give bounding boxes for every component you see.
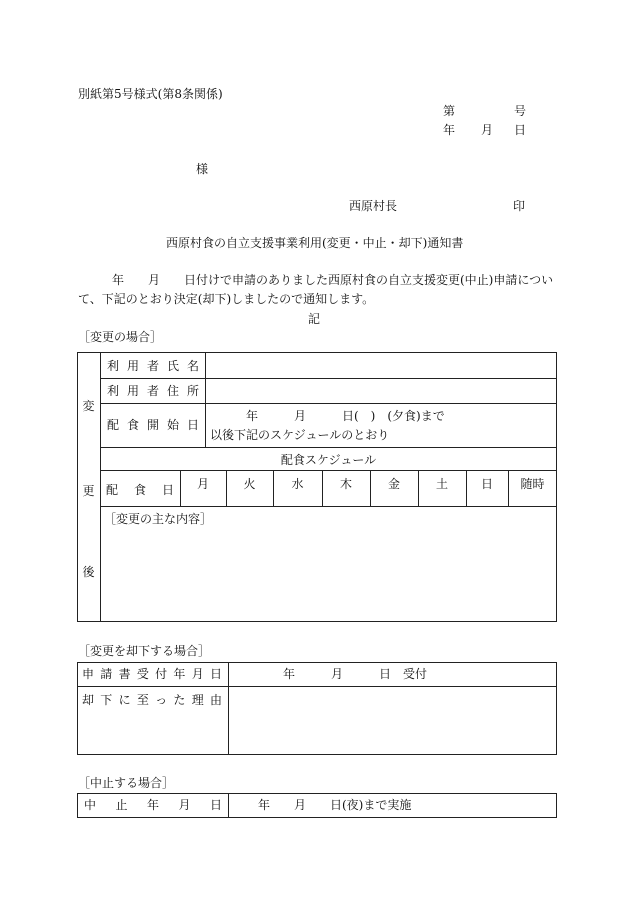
main-content-field[interactable]	[101, 530, 556, 621]
day-thu: 木	[339, 477, 352, 491]
day-anytime: 随時	[520, 477, 545, 491]
side-char-hen: 変	[82, 399, 95, 413]
user-address-label: 利 用 者 住 所	[107, 384, 199, 398]
doc-number-dai: 第	[443, 104, 456, 118]
day-wed: 水	[291, 477, 304, 491]
day-sat: 土	[435, 477, 448, 491]
body-line-1: 年 月 日付けで申請のありました西原村食の自立支援変更(中止)申請につい	[112, 273, 554, 287]
user-name-label: 利 用 者 氏 名	[107, 359, 199, 373]
date-year: 年	[443, 123, 456, 137]
main-content-label: ［変更の主な内容］	[104, 512, 213, 526]
doc-number-go: 号	[514, 104, 527, 118]
reject-reason-field[interactable]	[229, 687, 556, 754]
user-address-field[interactable]	[206, 379, 556, 403]
side-char-go: 後	[82, 565, 95, 579]
day-fri: 金	[387, 477, 400, 491]
day-mon: 月	[196, 477, 209, 491]
stop-date-label: 中 止 年 月 日	[84, 798, 222, 812]
ki-label: 記	[308, 312, 321, 326]
body-line-2: て、下記のとおり決定(却下)しましたので通知します。	[78, 292, 375, 306]
change-heading: ［変更の場合］	[78, 330, 163, 344]
issuer-seal: 印	[513, 199, 526, 213]
meal-day-label: 配 食 日	[106, 483, 174, 497]
document-title: 西原村食の自立支援事業利用(変更・中止・却下)通知書	[166, 236, 464, 250]
date-month: 月	[481, 123, 494, 137]
issuer-title: 西原村長	[349, 199, 398, 213]
receipt-date-label: 申 請 書 受 付 年 月 日	[82, 667, 222, 681]
day-tue: 火	[243, 477, 256, 491]
reject-heading: ［変更を却下する場合］	[78, 644, 211, 658]
addressee-suffix: 様	[196, 162, 209, 176]
reject-reason-label: 却 下 に 至 っ た 理 由	[82, 693, 222, 707]
form-id: 別紙第5号様式(第8条関係)	[78, 87, 223, 101]
stop-date-value: 年 月 日(夜)まで実施	[258, 798, 412, 812]
day-sun: 日	[480, 477, 493, 491]
side-char-kou: 更	[82, 484, 95, 498]
receipt-date-value: 年 月 日 受付	[283, 667, 428, 681]
start-date-line-2: 以後下記のスケジュールのとおり	[210, 428, 390, 442]
user-name-field[interactable]	[206, 353, 556, 378]
start-date-label: 配 食 開 始 日	[107, 418, 199, 432]
stop-heading: ［中止する場合］	[78, 776, 175, 790]
start-date-line-1: 年 月 日( ) (夕食)まで	[246, 409, 445, 423]
date-day: 日	[514, 123, 527, 137]
schedule-title: 配食スケジュール	[280, 453, 377, 467]
